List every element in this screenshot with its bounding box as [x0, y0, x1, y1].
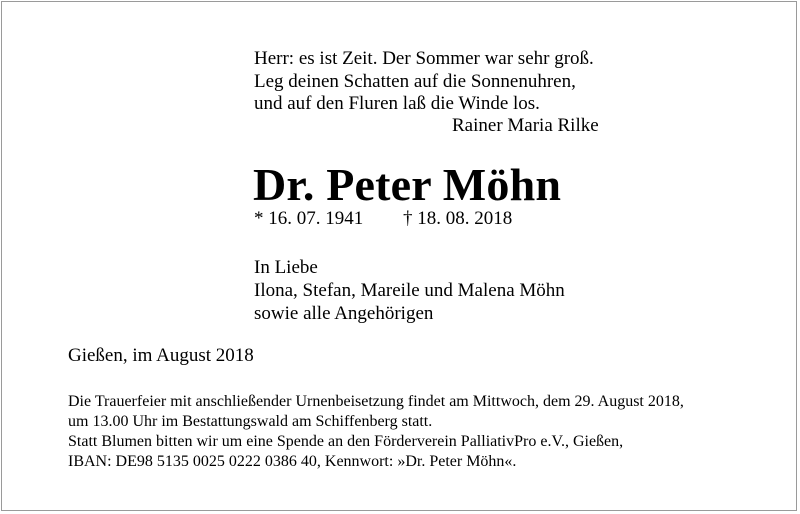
deceased-name: Dr. Peter Möhn	[253, 159, 562, 210]
poem-line: Leg deinen Schatten auf die Sonnenuhren,	[254, 71, 576, 92]
donation-iban-line: IBAN: DE98 5135 0025 0222 0386 40, Kennwort: »Dr. Peter Möhn«.	[68, 453, 517, 470]
donation-notice-line: Statt Blumen bitten wir um eine Spende an den Förderverein PalliativPro e.V., Gießen,	[68, 433, 624, 450]
death-date: † 18. 08. 2018	[403, 208, 513, 229]
place-date: Gießen, im August 2018	[68, 345, 254, 366]
poem-author: Rainer Maria Rilke	[452, 115, 599, 136]
poem-line: und auf den Fluren laß die Winde los.	[254, 93, 540, 114]
mourners-line: In Liebe	[254, 257, 318, 278]
birth-date: * 16. 07. 1941	[254, 208, 364, 229]
mourners-line: sowie alle Angehörigen	[254, 303, 434, 324]
funeral-notice-line: Die Trauerfeier mit anschließender Urnenbeisetzung findet am Mittwoch, dem 29. August 2018,	[68, 393, 684, 410]
funeral-notice-line: um 13.00 Uhr im Bestattungswald am Schiffenberg statt.	[68, 413, 433, 430]
mourners-line: Ilona, Stefan, Mareile und Malena Möhn	[254, 280, 565, 301]
poem-line: Herr: es ist Zeit. Der Sommer war sehr groß.	[254, 48, 594, 69]
